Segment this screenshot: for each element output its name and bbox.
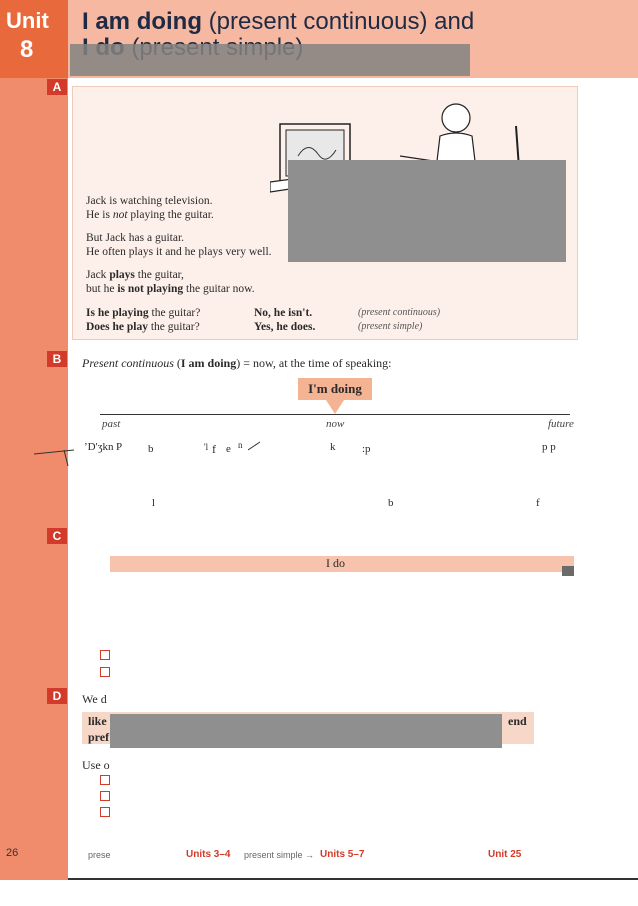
title-bold-1: I am doing	[82, 8, 202, 35]
redaction-block	[70, 44, 470, 76]
a-line-6b: is not playing	[117, 283, 184, 295]
a-question-2-rest: the guitar?	[147, 321, 200, 333]
a-line-3: But Jack has a guitar.	[86, 232, 185, 244]
b-intro	[82, 356, 392, 370]
timeline-line	[100, 414, 570, 415]
b-fragment-10: p p	[542, 441, 556, 453]
a-question-1	[86, 306, 200, 320]
b-fragment-4: 'l	[204, 442, 209, 452]
timeline-now: now	[326, 418, 345, 430]
b-fragment-11: l	[152, 497, 156, 509]
redaction-block	[288, 160, 566, 262]
section-badge-a: A	[47, 79, 67, 95]
a-question-1-bold: Is he playing	[86, 307, 149, 319]
pointer-icon	[34, 446, 86, 468]
timeline-past: past	[102, 418, 121, 430]
a-line-6	[86, 282, 255, 296]
b-intro-d: ) = now, at the time of speaking:	[236, 356, 392, 370]
bullet-icon	[100, 650, 110, 660]
im-doing-box: I'm doing	[298, 378, 372, 400]
a-question-1-rest: the guitar?	[148, 307, 201, 319]
a-line-2c: playing the guitar.	[127, 209, 214, 221]
b-fragment-13: f	[536, 497, 540, 509]
timeline-future: future	[548, 418, 574, 430]
i-do-label: I do	[326, 556, 345, 570]
footer-link-unit-25[interactable]: Unit 25	[488, 849, 522, 860]
footer-prefix: prese	[88, 850, 111, 860]
section-badge-b: B	[47, 351, 67, 367]
a-line-5a: Jack	[86, 269, 110, 281]
redaction-block	[562, 566, 574, 576]
left-margin-strip	[0, 0, 68, 880]
b-intro-a: Present continuous	[82, 356, 174, 370]
a-line-6a: but he	[86, 283, 118, 295]
b-fragment-12: b	[388, 497, 394, 509]
a-line-4: He often plays it and he plays very well.	[86, 246, 272, 258]
section-badge-d: D	[47, 688, 67, 704]
bullet-icon	[100, 775, 110, 785]
b-fragment-1: ʼD'ʒkn	[84, 441, 114, 453]
footer-link-units-3-4[interactable]: Units 3–4	[186, 849, 231, 860]
unit-number: 8	[20, 36, 34, 63]
d-line-2: like	[88, 714, 107, 728]
footer-link-units-5-7[interactable]: Units 5–7	[320, 849, 365, 860]
d-line-4: Use o	[82, 758, 110, 772]
man-head	[442, 104, 470, 132]
page-number: 26	[6, 847, 19, 859]
page-title-line1	[82, 8, 474, 36]
b-fragment-5: f	[212, 442, 216, 456]
d-line-3: pref	[88, 730, 110, 744]
slash-mark	[248, 440, 262, 452]
bullet-icon	[100, 667, 110, 677]
footer-mid: present simple →	[244, 850, 315, 860]
a-line-5b: plays	[109, 269, 135, 281]
title-rest-1: (present continuous) and	[202, 8, 475, 35]
redaction-block	[110, 714, 502, 748]
a-line-6c: the guitar now.	[183, 283, 255, 295]
a-line-1: Jack is watching television.	[86, 195, 213, 207]
arrow-down-icon	[326, 400, 344, 414]
b-intro-c: I am doing	[180, 356, 237, 370]
unit-word: Unit	[6, 8, 49, 33]
a-note-2: (present simple)	[358, 321, 423, 332]
bottom-margin	[0, 880, 638, 906]
b-fragment-8: k	[330, 441, 336, 453]
a-line-2	[86, 208, 214, 222]
a-note-1: (present continuous)	[358, 307, 441, 318]
b-intro-b: (	[173, 356, 181, 370]
section-badge-c: C	[47, 528, 67, 544]
a-question-2	[86, 320, 200, 334]
a-line-5c: the guitar,	[134, 269, 184, 281]
d-line-1: We d	[82, 692, 107, 706]
a-line-2b: not	[112, 209, 128, 221]
a-line-2a: He is	[86, 209, 113, 221]
b-fragment-9: :p	[362, 443, 371, 455]
a-line-5	[86, 268, 184, 282]
b-fragment-3: b	[148, 443, 154, 455]
a-answer-1: No, he isn't.	[254, 307, 313, 319]
bullet-icon	[100, 791, 110, 801]
d-line-2-right: end	[508, 714, 527, 728]
bullet-icon	[100, 807, 110, 817]
a-question-2-bold: Does he play	[86, 321, 148, 333]
a-answer-2: Yes, he does.	[254, 321, 316, 333]
b-fragment-2: P	[116, 441, 123, 453]
b-fragment-7: n	[238, 440, 243, 450]
b-fragment-6: e	[226, 443, 231, 455]
